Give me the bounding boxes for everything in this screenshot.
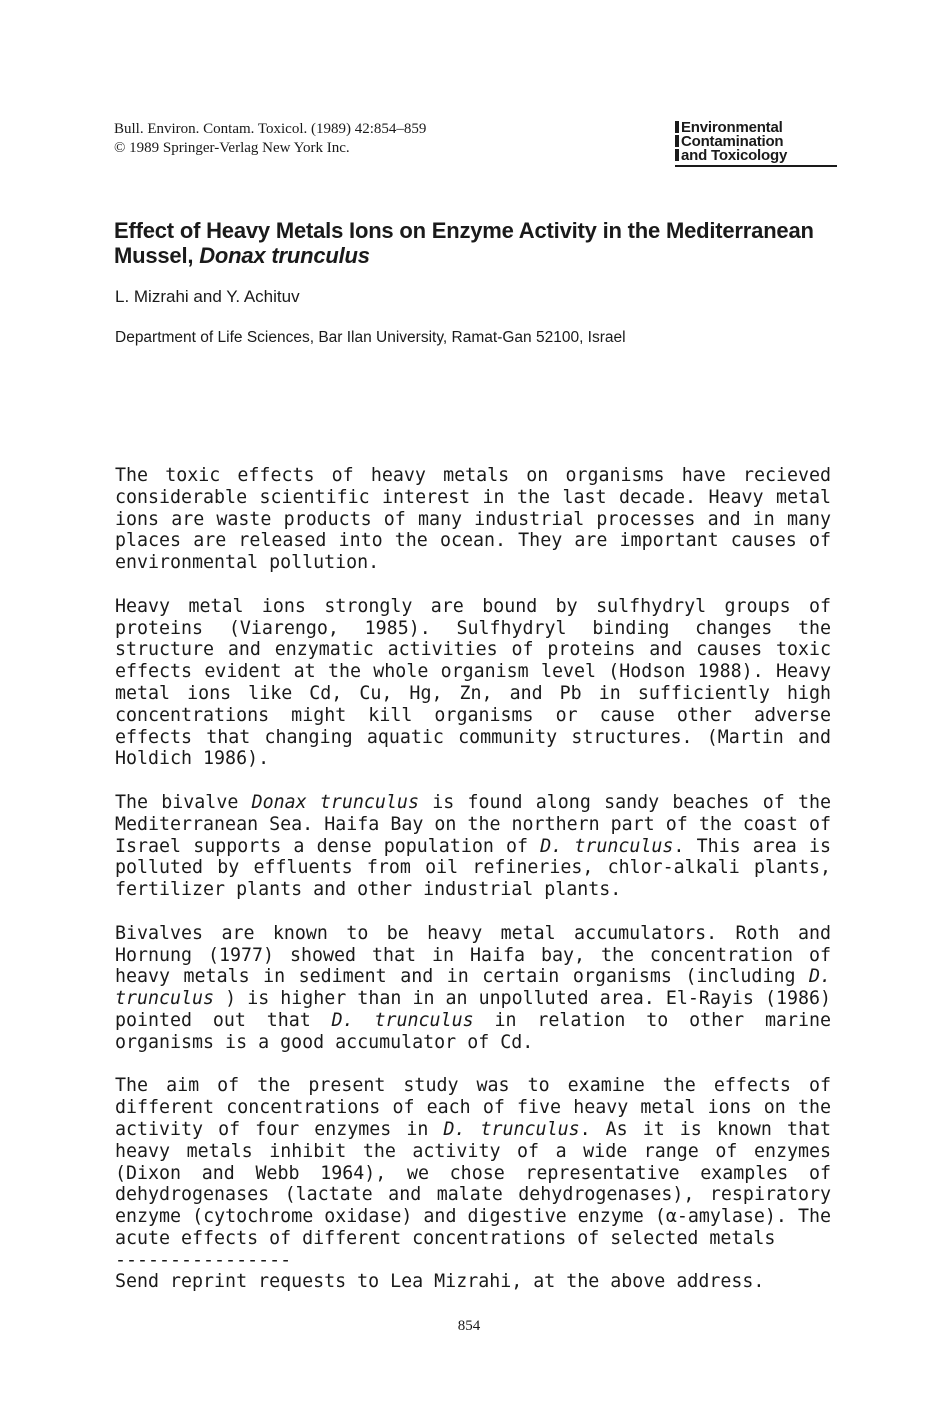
page-number: 854 xyxy=(457,1318,481,1334)
paragraph-4: Bivalves are known to be heavy metal accumulators. Roth and Hornung (1977) showed that in Haifa bay, the concentration of heavy metals in sediment and in certain organisms (including D. trunculus ) is higher than in an unpolluted area. El-Rayis (1986) pointed out that D. trunculus in relation to other marine organisms is a good accumulator of Cd. xyxy=(115,922,832,1053)
citation-block xyxy=(114,120,426,158)
title-species: Donax trunculus xyxy=(199,243,370,268)
logo-bar-icon xyxy=(675,135,679,147)
footnote: Send reprint requests to Lea Mizrahi, at the above address. xyxy=(115,1271,765,1293)
logo-bar-icon xyxy=(675,121,679,133)
logo-bar-icon xyxy=(675,149,679,161)
affiliation: Department of Life Sciences, Bar Ilan University, Ramat-Gan 52100, Israel xyxy=(115,329,626,346)
article-body xyxy=(115,465,831,1293)
paragraph-2: Heavy metal ions strongly are bound by sulfhydryl groups of proteins (Viarengo, 1985). Sulfhydryl binding changes the structure and enzymatic activities of proteins and causes toxic effects evident at the whole organism level (Hodson 1988). Heavy metal ions like Cd, Cu, Hg, Zn, and Pb in sufficiently high concentrations might kill organisms or cause other adverse effects that changing aquatic community structures. (Martin and Holdich 1986). xyxy=(115,595,831,770)
logo-line-1: Environmental xyxy=(675,121,837,135)
citation-line: Bull. Environ. Contam. Toxicol. (1989) 42:854–859 xyxy=(114,121,427,137)
paragraph-3: The bivalve Donax trunculus is found along sandy beaches of the Mediterranean Sea. Haifa Bay on the northern part of the coast of Israel supports a dense population of D. trunculus. This area is polluted by effluents from oil refineries, chlor-alkali plants, fertilizer plants and other industrial plants. xyxy=(115,791,831,901)
paragraph-1: The toxic effects of heavy metals on organisms have recieved considerable scientific interest in the last decade. Heavy metal ions are waste products of many industrial processes and in many places are released into the ocean. They are important causes of environmental pollution. xyxy=(115,465,831,574)
article-title: Effect of Heavy Metals Ions on Enzyme Activity in the Mediterranean Mussel, Donax trunculus xyxy=(114,218,814,268)
journal-logo xyxy=(675,121,837,167)
copyright-line: © 1989 Springer-Verlag New York Inc. xyxy=(114,140,350,156)
author-list: L. Mizrahi and Y. Achituv xyxy=(115,287,300,306)
logo-line-3: and Toxicology xyxy=(675,149,837,163)
footnote-separator: ---------------- xyxy=(115,1249,292,1271)
paragraph-5: The aim of the present study was to examine the effects of different concentrations of each of five heavy metal ions on the activity of four enzymes in D. trunculus. As it is known that heavy metals inhibit the activity of a wide range of enzymes (Dixon and Webb 1964), we chose representative examples of dehydrogenases (lactate and malate dehydrogenases), respiratory enzyme (cytochrome oxidase) and digestive enzyme (α-amylase). The acute effects of different concentrations of selected metals xyxy=(115,1075,831,1249)
logo-line-2: Contamination xyxy=(675,135,837,149)
